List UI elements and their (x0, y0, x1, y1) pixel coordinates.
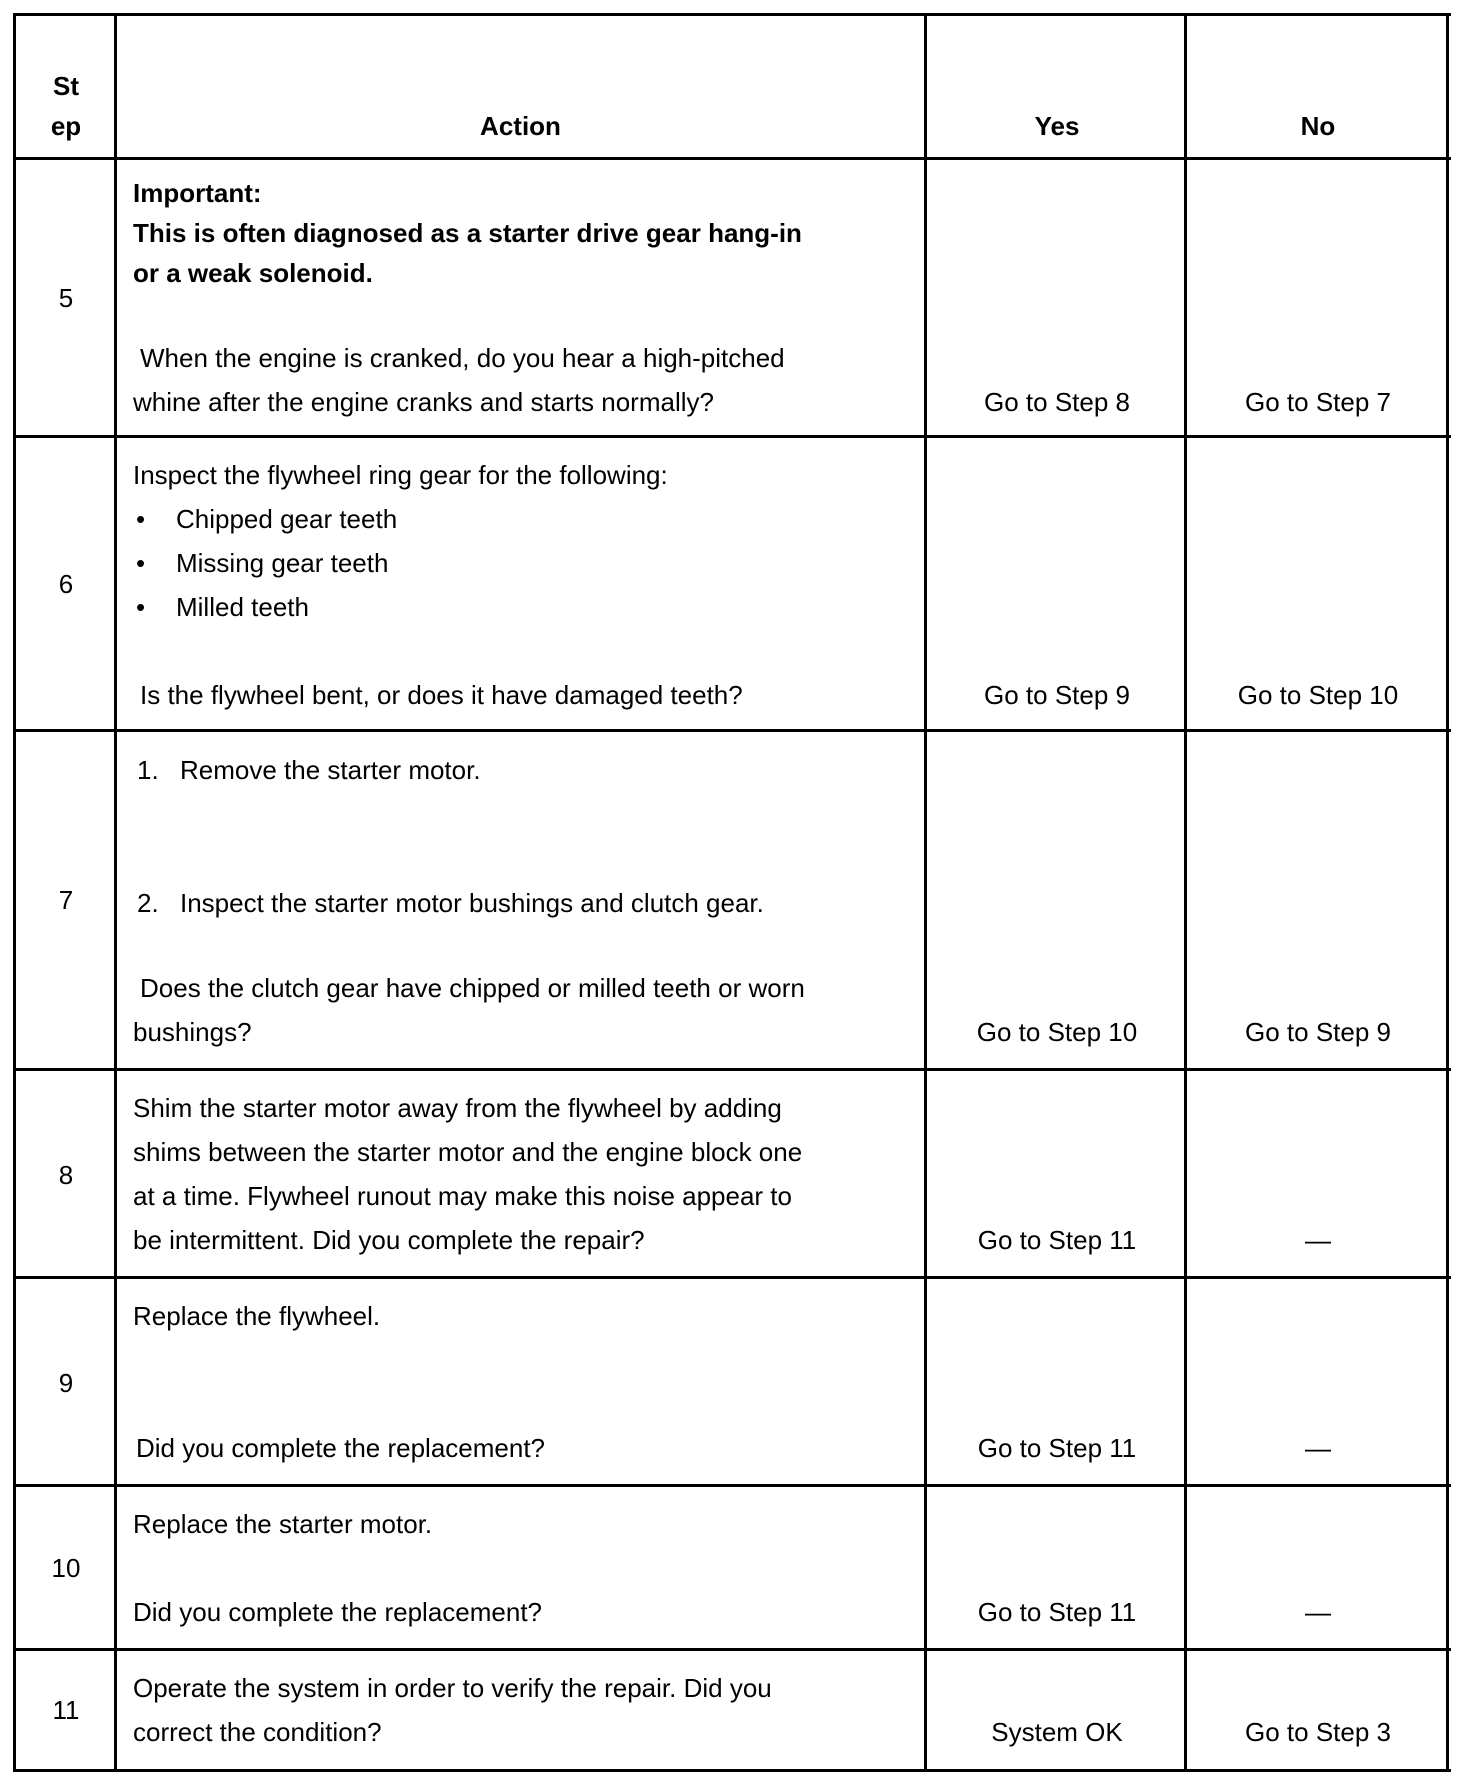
bullet-item (136, 541, 926, 585)
question-text: Is the flywheel bent, or does it have damaged teeth? (140, 680, 743, 710)
row-divider (13, 1484, 1451, 1487)
action-line: be intermittent. Did you complete the repair? (133, 1225, 645, 1255)
col-divider-yes (1184, 13, 1187, 1772)
step-number: 11 (52, 1695, 80, 1725)
action-text (133, 1666, 923, 1754)
important-text: or a weak solenoid. (133, 258, 373, 288)
bullet-icon: • (136, 504, 146, 534)
header-step-line1: St (53, 71, 79, 101)
no-result: Go to Step 7 (1245, 387, 1391, 417)
important-label: Important: (133, 178, 262, 208)
action-line: shims between the starter motor and the engine block one (133, 1137, 803, 1167)
bullet-text: Milled teeth (176, 592, 309, 622)
action-text: Replace the starter motor. (133, 1509, 433, 1539)
numbered-item (133, 881, 923, 925)
no-result: Go to Step 3 (1245, 1717, 1391, 1747)
header-yes: Yes (1034, 111, 1080, 141)
question-text (133, 966, 923, 1054)
question-line: bushings? (133, 1017, 252, 1047)
header-divider (13, 157, 1451, 160)
table-border-top (13, 13, 1451, 16)
bullet-item (136, 497, 926, 541)
bullet-icon: • (136, 548, 146, 578)
question-line: Does the clutch gear have chipped or milled teeth or worn (140, 973, 805, 1003)
row-divider (13, 435, 1451, 438)
item-text: Remove the starter motor. (180, 755, 481, 785)
no-result: — (1305, 1433, 1331, 1463)
step-number: 6 (58, 569, 74, 599)
question-line: whine after the engine cranks and starts normally? (133, 387, 714, 417)
item-number: 1. (137, 755, 159, 785)
no-result: Go to Step 9 (1245, 1017, 1391, 1047)
item-text: Inspect the starter motor bushings and clutch gear. (180, 888, 764, 918)
question-text: Did you complete the replacement? (133, 1597, 543, 1627)
header-no: No (1300, 111, 1336, 141)
col-divider-action (924, 13, 927, 1772)
question-text: Did you complete the replacement? (136, 1433, 546, 1463)
step-number: 5 (58, 283, 74, 313)
row-divider (13, 1276, 1451, 1279)
bullet-icon: • (136, 592, 146, 622)
yes-result: Go to Step 11 (977, 1225, 1137, 1255)
bullet-text: Chipped gear teeth (176, 504, 398, 534)
yes-result: Go to Step 11 (977, 1433, 1137, 1463)
action-text (133, 1086, 923, 1262)
action-text: Inspect the flywheel ring gear for the following: (133, 460, 668, 490)
yes-result: System OK (991, 1717, 1123, 1747)
step-number: 10 (51, 1553, 81, 1583)
important-text: This is often diagnosed as a starter drive gear hang-in (133, 218, 802, 248)
yes-result: Go to Step 9 (984, 680, 1130, 710)
no-result: — (1305, 1225, 1331, 1255)
table-border-bottom (13, 1769, 1451, 1772)
action-text: Replace the flywheel. (133, 1301, 381, 1331)
no-result: Go to Step 10 (1237, 680, 1399, 710)
action-text (133, 173, 923, 293)
question-line: When the engine is cranked, do you hear a high-pitched (140, 343, 785, 373)
action-line: Shim the starter motor away from the flywheel by adding (133, 1093, 782, 1123)
yes-result: Go to Step 8 (984, 387, 1130, 417)
action-line: correct the condition? (133, 1717, 382, 1747)
yes-result: Go to Step 11 (977, 1597, 1137, 1627)
row-divider (13, 1648, 1451, 1651)
row-divider (13, 1068, 1451, 1071)
no-result: — (1305, 1597, 1331, 1627)
bullet-item (136, 585, 926, 629)
table-border-right (1446, 13, 1449, 1772)
yes-result: Go to Step 10 (976, 1017, 1138, 1047)
header-step (16, 66, 116, 146)
question-text (133, 336, 923, 424)
header-step-line2: ep (50, 111, 82, 141)
action-line: Operate the system in order to verify the repair. Did you (133, 1673, 772, 1703)
bullet-text: Missing gear teeth (176, 548, 389, 578)
step-number: 9 (58, 1368, 74, 1398)
item-number: 2. (137, 888, 159, 918)
action-line: at a time. Flywheel runout may make this noise appear to (133, 1181, 792, 1211)
header-action: Action (480, 111, 561, 141)
row-divider (13, 729, 1451, 732)
numbered-item (133, 748, 923, 792)
step-number: 8 (58, 1160, 74, 1190)
step-number: 7 (58, 885, 74, 915)
